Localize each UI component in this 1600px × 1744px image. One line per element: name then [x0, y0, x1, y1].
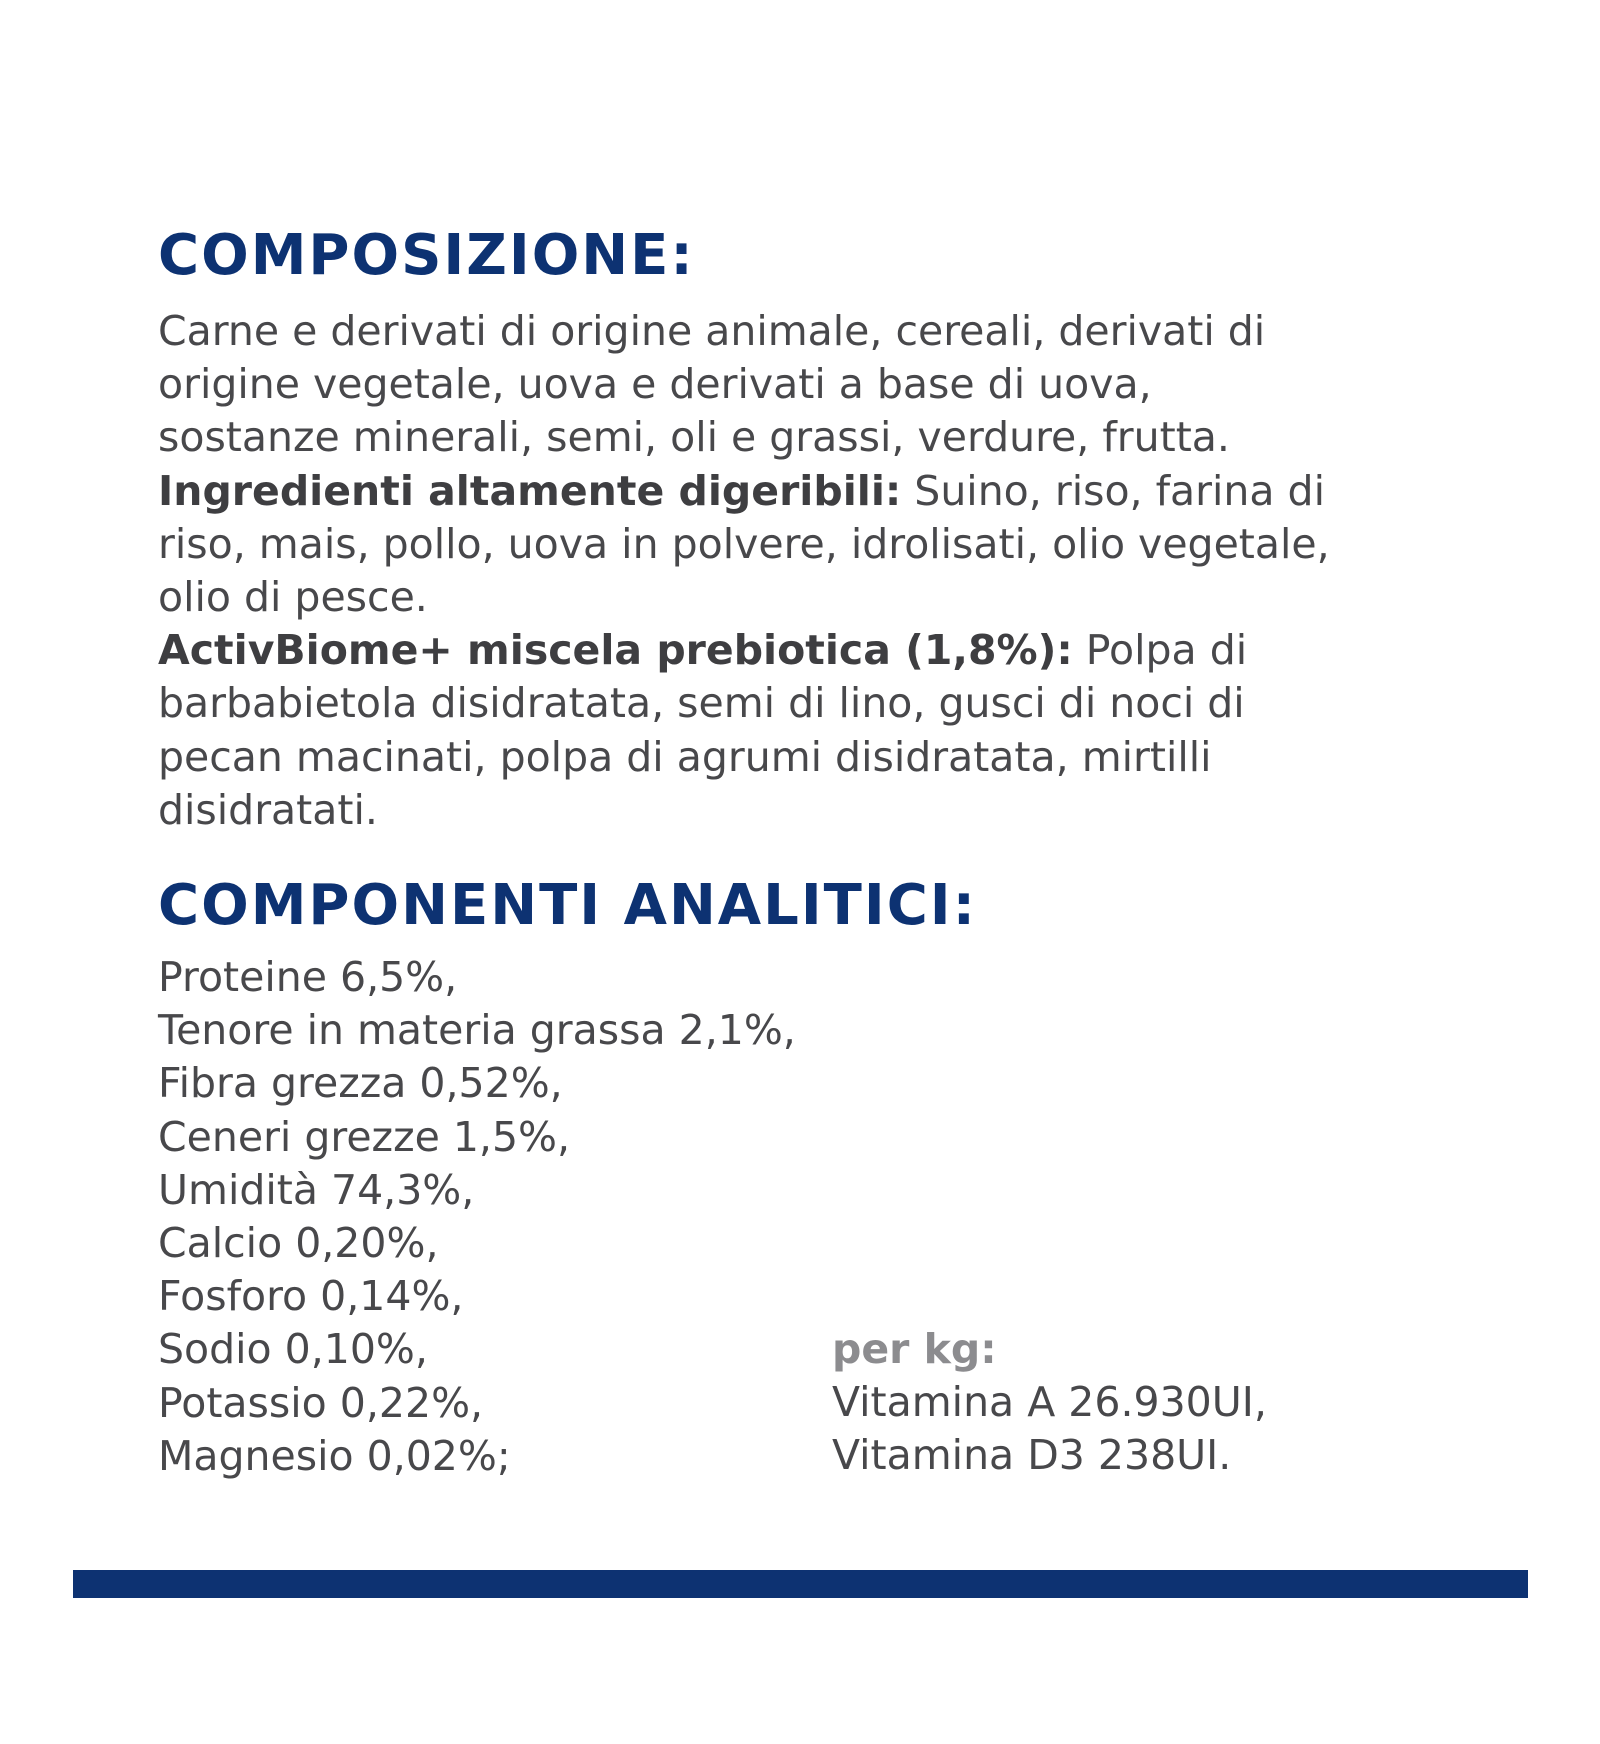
- composizione-heading: COMPOSIZIONE:: [158, 223, 695, 288]
- componenti-list: [158, 951, 796, 1483]
- componenti-heading: COMPONENTI ANALITICI:: [158, 873, 978, 938]
- list-item: Fosforo 0,14%,: [158, 1272, 464, 1321]
- activbiome-line: disidratati.: [158, 785, 378, 834]
- digeribili-line: riso, mais, pollo, uova in polvere, idrolisati, olio vegetale,: [158, 519, 1330, 568]
- activbiome-line: pecan macinati, polpa di agrumi disidratata, mirtilli: [158, 732, 1212, 781]
- list-item: Sodio 0,10%,: [158, 1325, 428, 1374]
- digeribili-first-line: [158, 465, 1538, 518]
- composizione-text: [158, 305, 1538, 837]
- bottom-divider-bar: [73, 1570, 1528, 1598]
- digeribili-label: Ingredienti altamente digeribili:: [158, 466, 902, 515]
- digeribili-line: olio di pesce.: [158, 573, 428, 622]
- per-kg-label: per kg:: [832, 1325, 997, 1373]
- list-item: Proteine 6,5%,: [158, 953, 458, 1001]
- vitamin-item: Vitamina D3 238UI.: [832, 1431, 1232, 1480]
- composizione-line: Carne e derivati di origine animale, cereali, derivati di: [158, 307, 1266, 355]
- digeribili-text: Suino, riso, farina di: [901, 466, 1325, 515]
- list-item: Umidità 74,3%,: [158, 1165, 475, 1214]
- activbiome-text: Polpa di: [1072, 626, 1248, 675]
- list-item: Calcio 0,20%,: [158, 1219, 439, 1268]
- list-item: Magnesio 0,02%;: [158, 1431, 511, 1480]
- list-item: Ceneri grezze 1,5%,: [158, 1112, 571, 1161]
- list-item: Tenore in materia grassa 2,1%,: [158, 1006, 796, 1055]
- composizione-line: origine vegetale, uova e derivati a base di uova,: [158, 360, 1152, 409]
- activbiome-label: ActivBiome+ miscela prebiotica (1,8%):: [158, 626, 1073, 675]
- list-item: Potassio 0,22%,: [158, 1378, 484, 1427]
- per-kg-block: [832, 1323, 1267, 1483]
- activbiome-line: barbabietola disidratata, semi di lino, gusci di noci di: [158, 679, 1245, 728]
- list-item: Fibra grezza 0,52%,: [158, 1059, 563, 1108]
- composizione-line: sostanze minerali, semi, oli e grassi, verdure, frutta.: [158, 413, 1230, 462]
- activbiome-first-line: [158, 624, 1538, 677]
- vitamin-item: Vitamina A 26.930UI,: [832, 1378, 1267, 1427]
